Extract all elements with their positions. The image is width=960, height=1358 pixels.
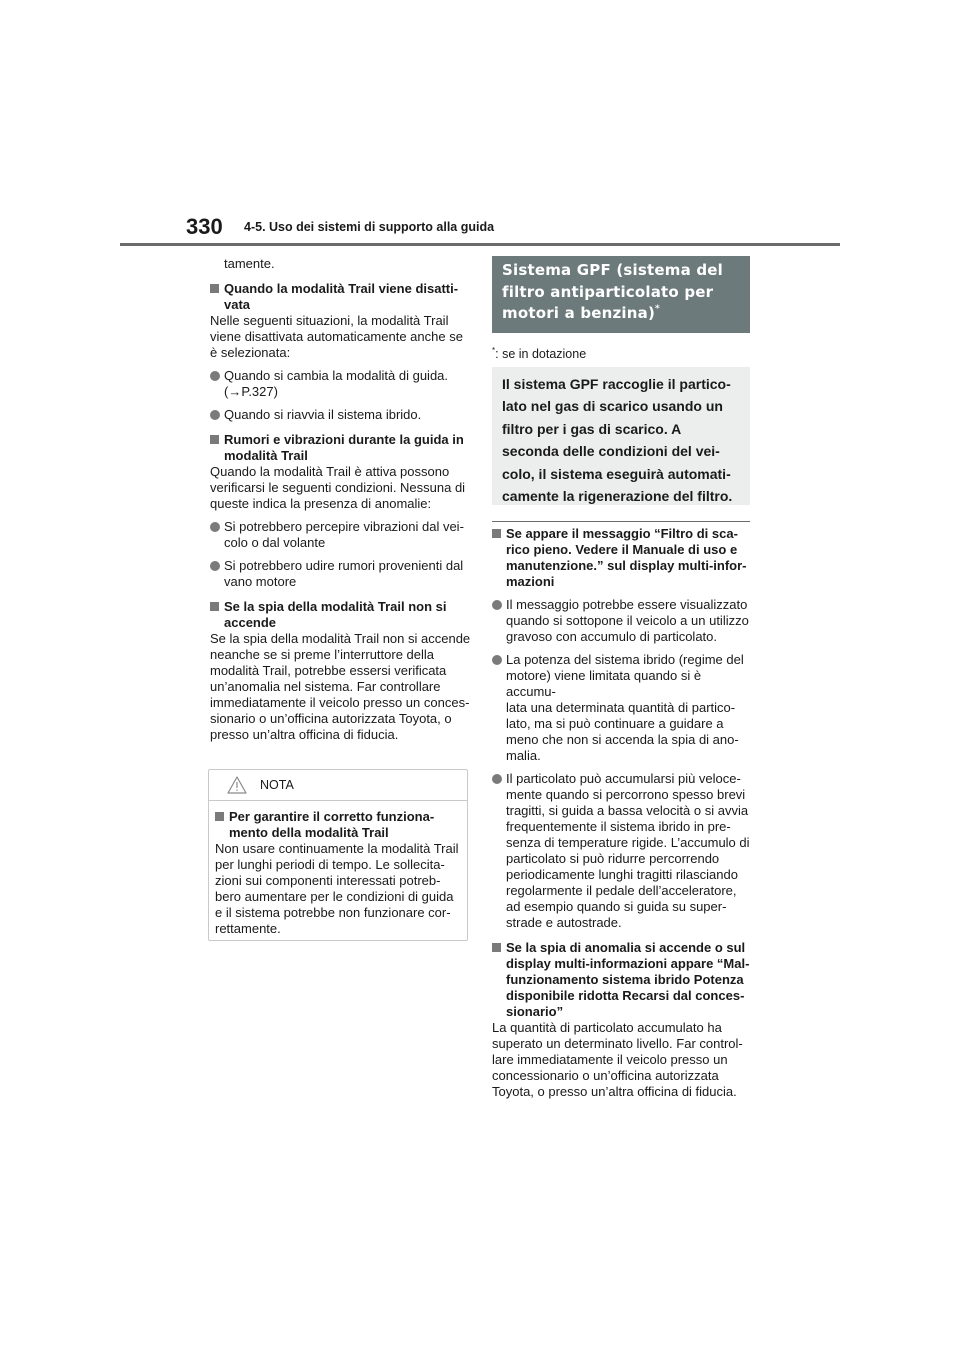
paragraph: Nelle seguenti situazioni, la modalità Trail viene disattivata automaticamente anche se è selezionata: bbox=[210, 313, 463, 360]
heading-noise-vibration bbox=[210, 432, 472, 464]
square-bullet-icon bbox=[215, 812, 224, 821]
note-box bbox=[208, 769, 468, 941]
banner-title: Sistema GPF (sistema del filtro antiparticolato per motori a benzina) bbox=[502, 261, 723, 322]
list-item bbox=[210, 368, 472, 400]
gpf-banner bbox=[492, 256, 750, 333]
paragraph: La quantità di particolato accumulato ha superato un determinato livello. Far control- lare immediatamente il veicolo presso un concessionario o un’officina autorizzata Toyota, o presso un’altra officina di fiducia. bbox=[492, 1020, 743, 1099]
list-item bbox=[210, 558, 472, 590]
paragraph: Quando la modalità Trail è attiva possono verificarsi le seguenti condizioni. Nessuna di queste indica la presenza di anomalie: bbox=[210, 464, 466, 511]
round-bullet-icon bbox=[210, 410, 220, 420]
list-item bbox=[492, 652, 754, 764]
list-item-text: Il messaggio potrebbe essere visualizzato quando si sottopone il veicolo a un utilizzo gravoso con accumulo di particolato. bbox=[506, 597, 749, 644]
gpf-summary-box: Il sistema GPF raccoglie il partico- lato nel gas di scarico usando un filtro per i gas di scarico. A seconda delle condizioni del vei- colo, il sistema eseguirà automati- camente la rigenerazione del filtro. bbox=[492, 367, 750, 505]
square-bullet-icon bbox=[492, 943, 501, 952]
continuation-text: tamente. bbox=[224, 256, 275, 271]
square-bullet-icon bbox=[210, 602, 219, 611]
right-divider bbox=[492, 521, 750, 522]
list-item bbox=[492, 771, 754, 931]
heading-malfunction-light bbox=[492, 940, 754, 1020]
right-column bbox=[492, 526, 754, 1100]
heading-text: Se la spia della modalità Trail non si accende bbox=[224, 599, 447, 630]
header-divider bbox=[120, 243, 840, 246]
list-item-text: Si potrebbero udire rumori provenienti dal vano motore bbox=[224, 558, 464, 589]
heading-text: Quando la modalità Trail viene disatti- vata bbox=[224, 281, 459, 312]
footnote bbox=[492, 346, 586, 362]
list-item-text: La potenza del sistema ibrido (regime del motore) viene limitata quando si è accumu- lata una determinata quantità di partico- lato, ma si può continuare a guidare a meno che non si accenda la spia di ano- malia. bbox=[506, 652, 744, 763]
note-text: Non usare continuamente la modalità Trail per lunghi periodi di tempo. Le sollecita- zioni sui componenti interessati potreb- bero aumentare per le condizioni di guida e il sistema potrebbe non funzionare cor- rettamente. bbox=[215, 841, 459, 936]
heading-filter-full bbox=[492, 526, 754, 590]
list-item bbox=[492, 597, 754, 645]
paragraph: Se la spia della modalità Trail non si accende neanche se si preme l’interruttore della modalità Trail, potrebbe essersi verificata un’anomalia nel sistema. Far controllare immediatamente il veicolo presso un conces- sionario o un’officina autorizzata Toyota, o presso un’altra officina di fiducia. bbox=[210, 631, 471, 742]
note-heading bbox=[215, 809, 461, 841]
section-title: 4-5. Uso dei sistemi di supporto alla guida bbox=[244, 220, 495, 234]
banner-footnote-mark: * bbox=[655, 304, 660, 314]
round-bullet-icon bbox=[492, 774, 502, 784]
round-bullet-icon bbox=[492, 655, 502, 665]
heading-trail-light bbox=[210, 599, 472, 631]
footnote-text: : se in dotazione bbox=[495, 347, 587, 361]
left-column bbox=[210, 256, 472, 743]
round-bullet-icon bbox=[210, 561, 220, 571]
list-item-text: Quando si riavvia il sistema ibrido. bbox=[224, 407, 422, 422]
warning-triangle-icon bbox=[227, 776, 247, 794]
list-item-text: Si potrebbero percepire vibrazioni dal vei- colo o dal volante bbox=[224, 519, 464, 550]
list-item bbox=[210, 407, 472, 423]
list-item bbox=[210, 519, 472, 551]
footnote-mark: * bbox=[492, 346, 496, 355]
round-bullet-icon bbox=[210, 522, 220, 532]
heading-text: Se la spia di anomalia si accende o sul display multi-informazioni appare “Mal- funzionamento sistema ibrido Potenza disponibile ridotta Recarsi dal conces- sionario” bbox=[506, 940, 750, 1019]
square-bullet-icon bbox=[210, 435, 219, 444]
note-header bbox=[209, 770, 467, 801]
square-bullet-icon bbox=[492, 529, 501, 538]
list-item-text: Quando si cambia la modalità di guida. (→P.327) bbox=[224, 368, 449, 399]
heading-text: Per garantire il corretto funziona- mento della modalità Trail bbox=[229, 809, 435, 840]
round-bullet-icon bbox=[492, 600, 502, 610]
heading-text: Rumori e vibrazioni durante la guida in modalità Trail bbox=[224, 432, 464, 463]
note-label: NOTA bbox=[260, 778, 294, 792]
heading-trail-disabled bbox=[210, 281, 472, 313]
square-bullet-icon bbox=[210, 284, 219, 293]
page-number: 330 bbox=[186, 214, 223, 239]
heading-text: Se appare il messaggio “Filtro di sca- rico pieno. Vedere il Manuale di uso e manutenzione.” sul display multi-infor- mazioni bbox=[506, 526, 747, 589]
round-bullet-icon bbox=[210, 371, 220, 381]
list-item-text: Il particolato può accumularsi più veloce- mente quando si percorrono spesso brevi tragitti, si guida a bassa velocità o si avvia frequentemente il sistema ibrido in pre- senza di temperature rigide. L’accumulo di particolato si può ridurre percorrendo periodicamente lunghi tragitti rilasciando regolarmente il pedale dell’acceleratore, ad esempio quando si guida su super- strade e autostrade. bbox=[506, 771, 750, 930]
